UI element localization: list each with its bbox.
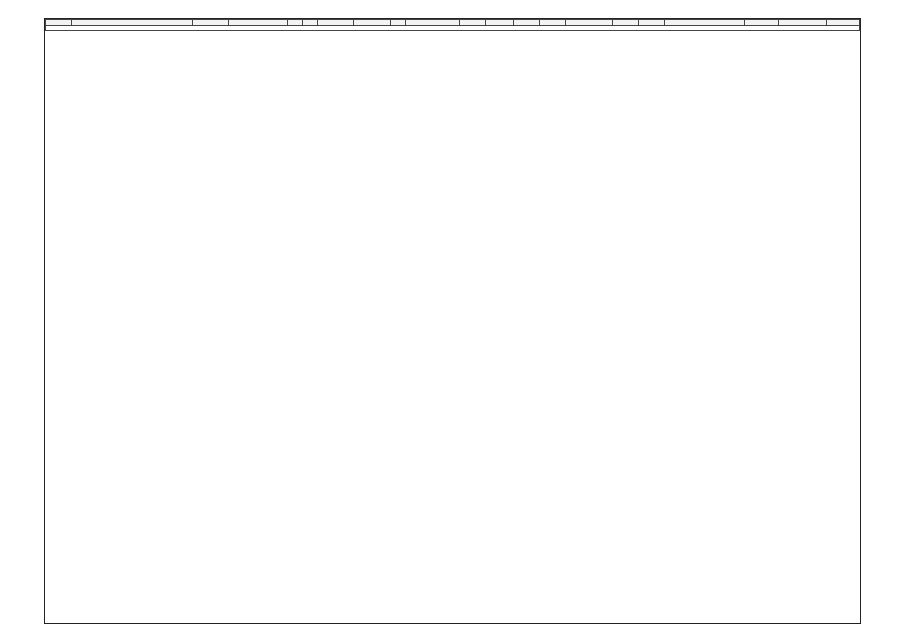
- table-cell: [46, 25, 860, 31]
- data-sheet: [44, 18, 861, 624]
- table-row: [46, 25, 860, 31]
- table-body: [46, 25, 860, 31]
- data-table: [45, 19, 860, 31]
